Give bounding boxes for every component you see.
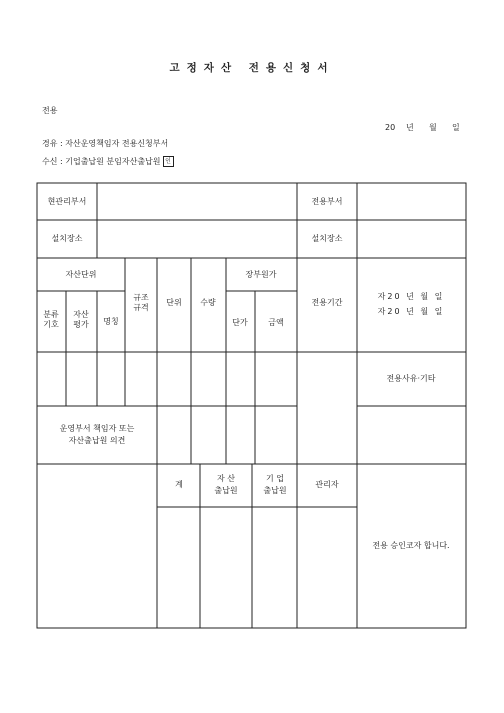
date-day-unit: 일 <box>452 123 460 132</box>
seal-mark: 인 <box>163 156 174 167</box>
approval-text: 전용 승인코자 합니다. <box>372 541 450 550</box>
unit-price-label: 단가 <box>232 318 248 327</box>
date-month-unit: 월 <box>429 123 437 132</box>
period-from: 자20 년 월 일 <box>377 292 445 301</box>
page-title: 고정자산 전용신청서 <box>169 62 335 74</box>
quantity-label: 수량 <box>200 298 216 307</box>
to-text: 수신 : 기업출납원 분임자산출납원 <box>42 157 161 166</box>
spec-label: 규조 규격 <box>133 293 149 312</box>
unit-label: 단위 <box>166 298 182 307</box>
manager-opinion-label: 운영부서 책임자 또는 자산출납원 의견 <box>59 424 135 445</box>
form-border <box>37 183 466 628</box>
install-place-label: 설치장소 <box>51 234 83 243</box>
via-line: 경유 : 자산운영책임자 전용신청부서 <box>42 139 169 148</box>
period-to: 자20 년 월 일 <box>377 307 445 316</box>
asset-unit-label: 자산단위 <box>65 270 97 279</box>
period-label: 전용기간 <box>311 298 343 307</box>
classification-code-label: 분류 기호 <box>43 310 59 329</box>
company-cashier-label: 기 업 출납원 <box>263 474 287 495</box>
name-label: 명칭 <box>103 317 119 326</box>
addressee-label: 전용 <box>42 106 58 115</box>
install-place-label-2: 설치장소 <box>311 234 343 243</box>
reason-label: 전용사유·기타 <box>386 374 436 383</box>
asset-cashier-label: 자 산 출납원 <box>214 474 238 495</box>
administrator-label: 관리자 <box>315 480 339 489</box>
current-dept-label: 현관리부서 <box>47 197 87 206</box>
amount-label: 금액 <box>268 318 284 327</box>
total-label: 계 <box>175 480 183 489</box>
book-value-label: 장부원가 <box>245 270 277 279</box>
asset-rating-label: 자산 평가 <box>73 310 89 329</box>
transfer-dept-label: 전용부서 <box>311 197 343 206</box>
date-year-unit: 년 <box>406 123 414 132</box>
date-year: 20 <box>385 123 396 132</box>
